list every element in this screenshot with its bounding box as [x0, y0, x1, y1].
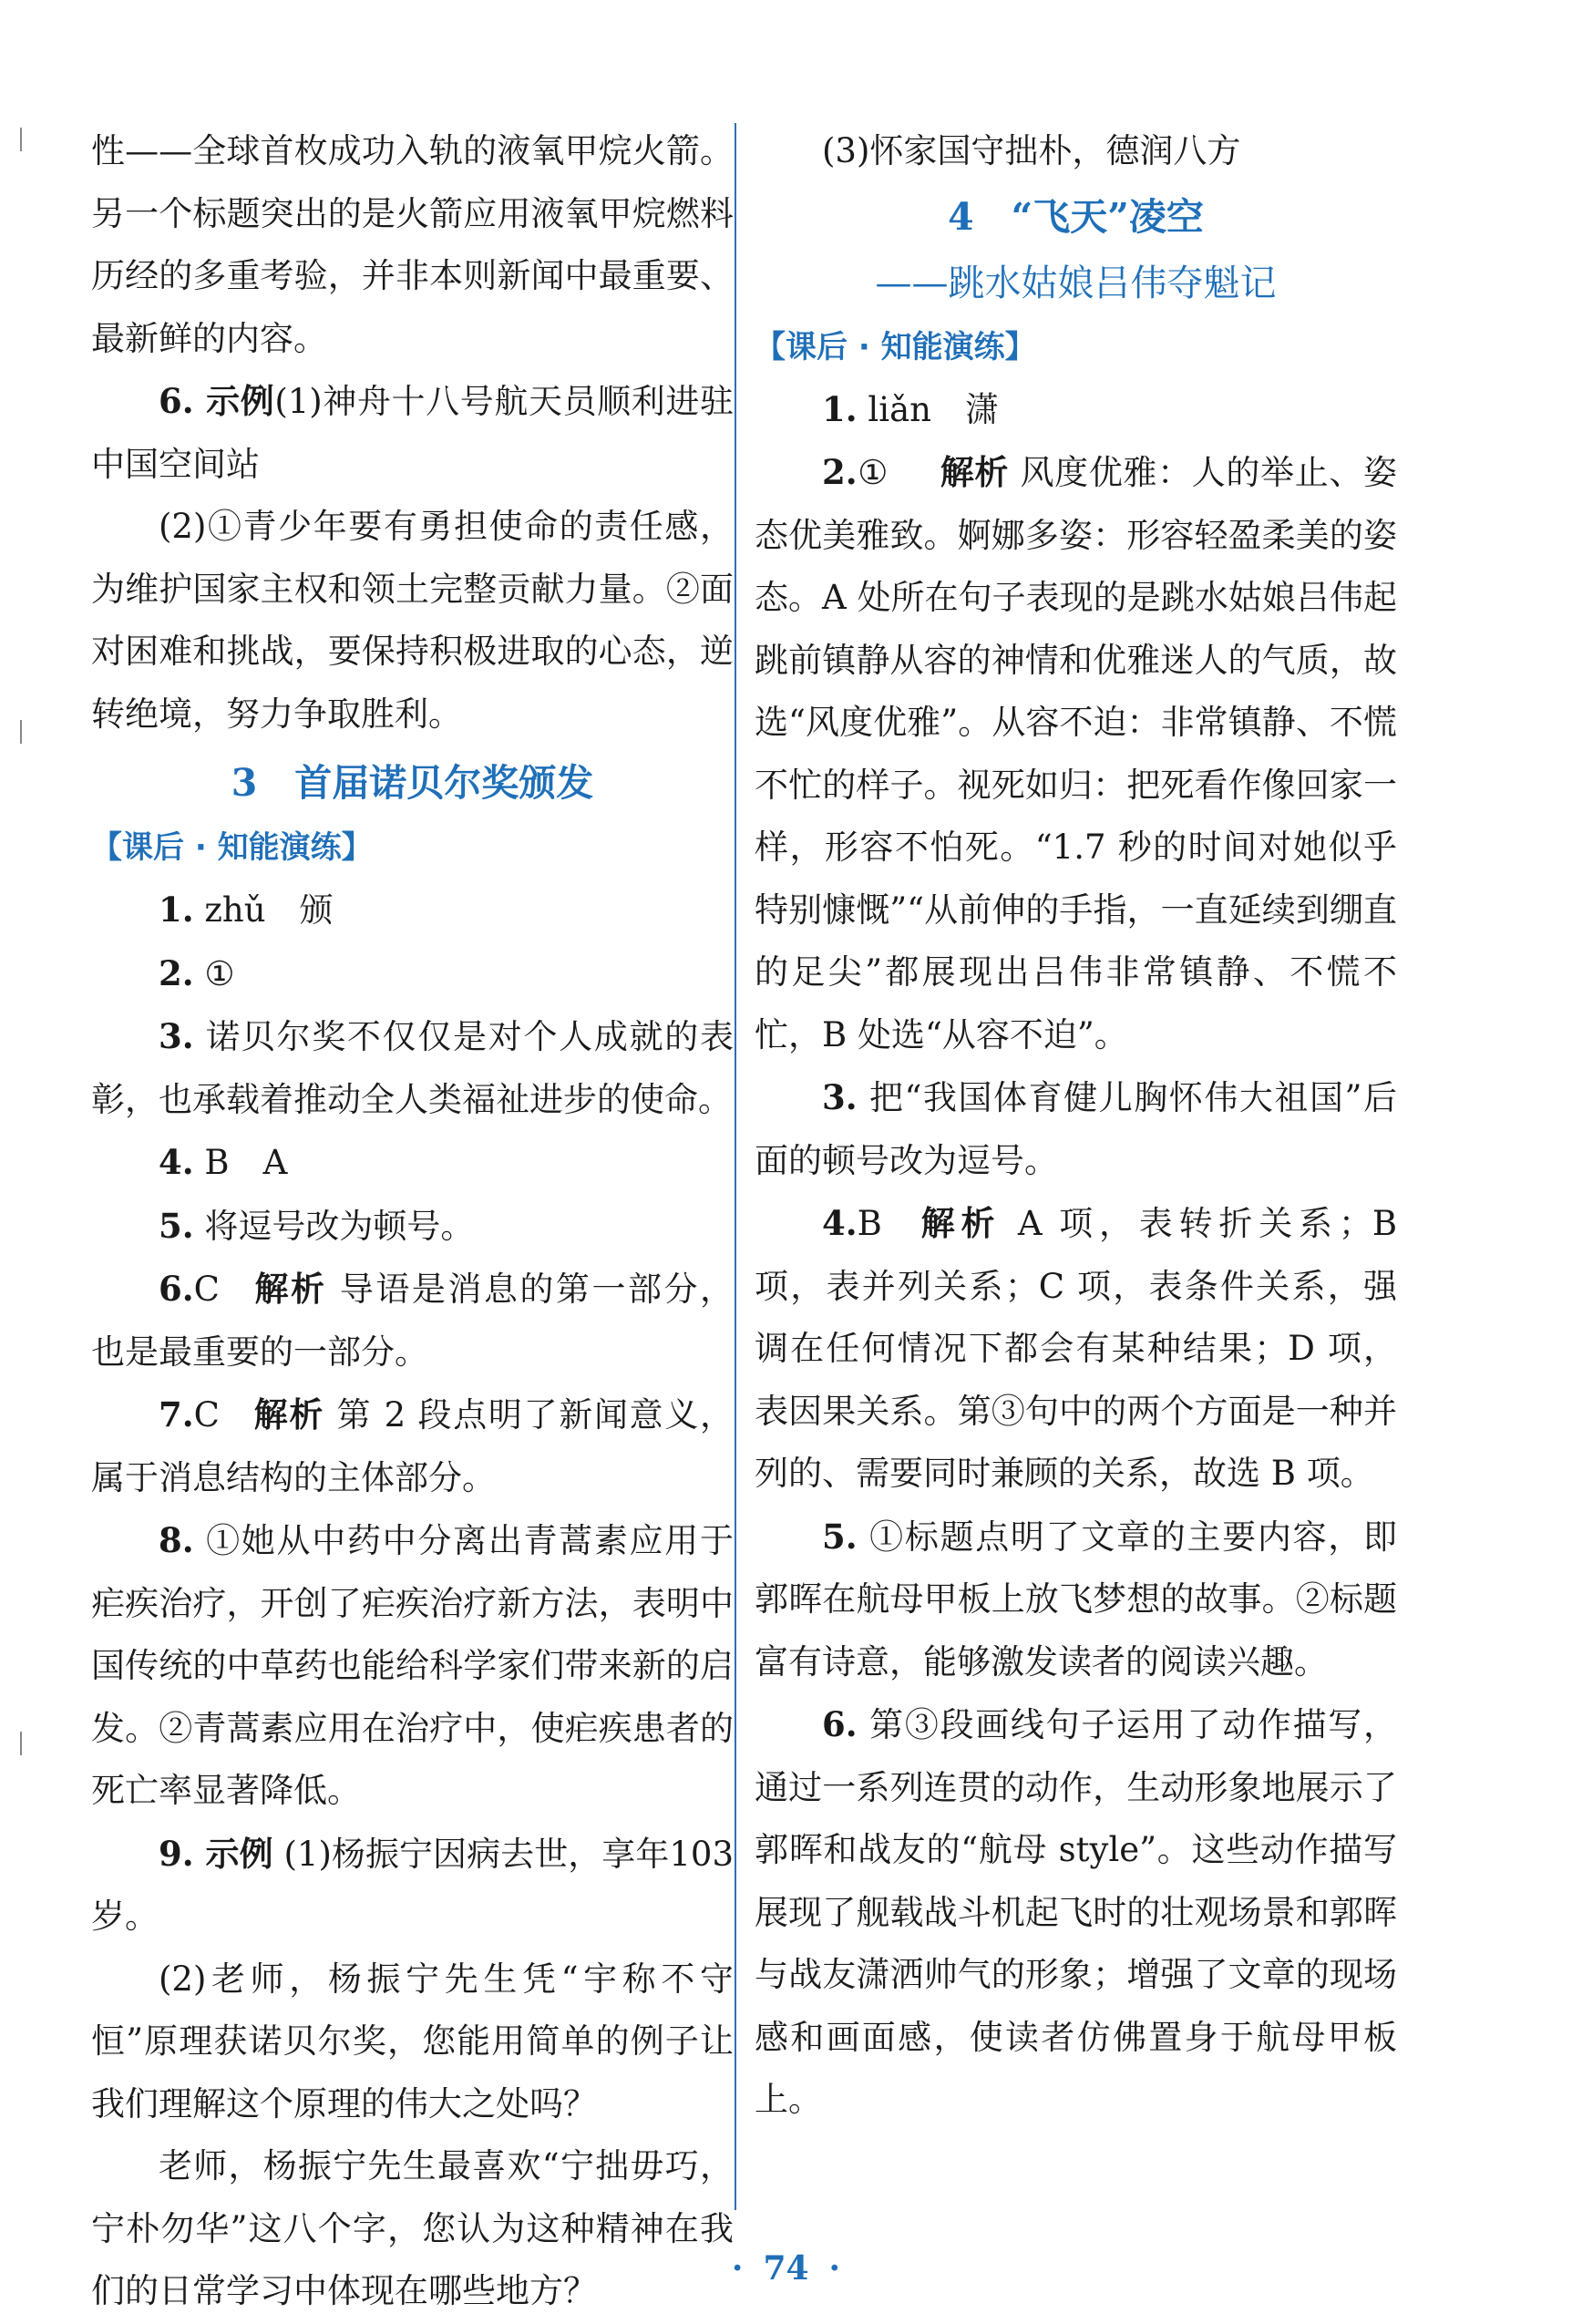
paragraph: 性——全球首枚成功入轨的液氧甲烷火箭。另一个标题突出的是火箭应用液氧甲烷燃料历经的多重考验，并非本则新闻中最重要、最新鲜的内容。 — [91, 131, 734, 358]
answer-number: 6. 示例 — [159, 381, 275, 421]
page-number: · 74 · — [731, 2249, 841, 2288]
answer-6: 6. 第③段画线句子运用了动作描写，通过一系列连贯的动作，生动形象地展示了郭晖和战友的“航母 style”。这些动作描写展现了舰载战斗机起飞时的壮观场景和郭晖与战友潇洒帅气的形象；增强了文章的现场感和画面感，使读者仿佛置身于航母甲板上。 — [755, 1704, 1397, 2119]
answer-7: 7.C 解析 第 2 段点明了新闻意义，属于消息结构的主体部分。 — [91, 1394, 735, 1497]
answer-2: 2. ① — [159, 952, 235, 993]
answer-6: 6.C 解析 导语是消息的第一部分，也是最重要的一部分。 — [91, 1269, 735, 1372]
right-column — [755, 120, 1397, 2132]
answer-4: 4. B A — [159, 1142, 288, 1182]
margin-mark — [20, 720, 22, 744]
paragraph: (2)老师，杨振宁先生凭“宇称不守恒”原理获诺贝尔奖，您能用简单的例子让我们理解这个原理的伟大之处吗？ — [91, 1959, 734, 2123]
section-title: 4 “飞天”凌空 — [948, 194, 1204, 239]
section-tag: 【课后 · 知能演练】 — [755, 328, 1036, 365]
paragraph: (2)①青少年要有勇担使命的责任感，为维护国家主权和领土完整贡献力量。②面对困难和挑战，要保持积极进取的心态，逆转绝境，努力争取胜利。 — [91, 507, 734, 734]
answer-4: 4.B 解析 A 项，表转折关系；B 项，表并列关系；C 项，表条件关系，强调在任何情况下都会有某种结果；D 项，表因果关系。第③句中的两个方面是一种并列的、需要同时兼顾的关系，故选 B 项。 — [755, 1203, 1398, 1493]
answer-9: 9. 示例 (1)杨振宁因病去世，享年103 岁。 — [91, 1833, 734, 1936]
answer-2: 2.① 解析 风度优雅：人的举止、姿态优美雅致。婀娜多姿：形容轻盈柔美的姿态。A 处所在句子表现的是跳水姑娘吕伟起跳前镇静从容的神情和优雅迷人的气质，故选“风度优雅”。从容不迫：非常镇静、不慌不忙的样子。视死如归：把死看作像回家一样，形容不怕死。“1.7 秒的时间对她似乎特别慷慨”“从前伸的手指，一直延续到绷直的足尖”都展现出吕伟非常镇静、不慌不忙，B 处选“从容不迫”。 — [755, 452, 1398, 1054]
paragraph: 老师，杨振宁先生最喜欢“宁拙毋巧，宁朴勿华”这八个字，您认为这种精神在我们的日常学习中体现在哪些地方？ — [91, 2146, 734, 2310]
section-title: 3 首届诺贝尔奖颁发 — [231, 761, 594, 805]
answer-3: 3. 诺贝尔奖不仅仅是对个人成就的表彰，也承载着推动全人类福祉进步的使命。 — [91, 1016, 734, 1119]
answer-5: 5. ①标题点明了文章的主要内容，即郭晖在航母甲板上放飞梦想的故事。②标题富有诗意，能够激发读者的阅读兴趣。 — [755, 1516, 1397, 1681]
answer-text: (1)神舟十八号航天员顺利进驻中国空间站 — [91, 382, 734, 484]
margin-mark — [20, 128, 22, 151]
answer-1: 1. liǎn 潇 — [822, 388, 999, 429]
left-column — [91, 120, 734, 2323]
section-tag: 【课后 · 知能演练】 — [91, 829, 373, 866]
answer-1: 1. zhǔ 颁 — [159, 889, 334, 930]
answer-8: 8. ①她从中药中分离出青蒿素应用于疟疾治疗，开创了疟疾治疗新方法，表明中国传统的中草药也能给科学家们带来新的启发。②青蒿素应用在治疗中，使疟疾患者的死亡率显著降低。 — [91, 1520, 734, 1810]
answer-3: 3. 把“我国体育健儿胸怀伟大祖国”后面的顿号改为逗号。 — [755, 1077, 1397, 1180]
margin-mark — [20, 1732, 22, 1755]
column-divider — [735, 123, 736, 2210]
paragraph: (3)怀家国守拙朴，德润八方 — [822, 131, 1241, 170]
answer-5: 5. 将逗号改为顿号。 — [159, 1205, 475, 1246]
section-subtitle: ——跳水姑娘吕伟夺魁记 — [875, 262, 1277, 304]
answer-6 — [91, 370, 734, 496]
